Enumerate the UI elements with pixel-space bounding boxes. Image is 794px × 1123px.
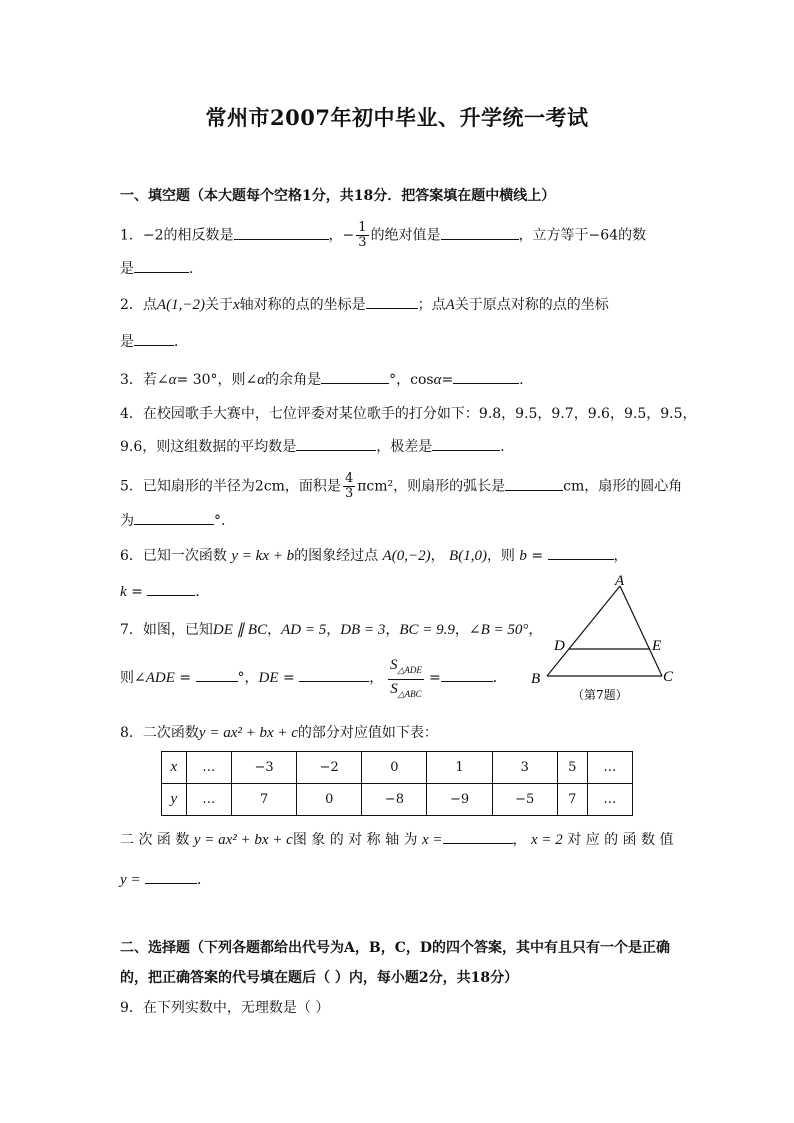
- table-cell: −5: [492, 784, 557, 816]
- question-4-line2: 9.6，则这组数据的平均数是 ，极差是 ．: [120, 436, 514, 457]
- answer-blank[interactable]: [145, 869, 197, 884]
- table-cell: y: [162, 784, 187, 816]
- figure-caption: （第7题）: [572, 688, 628, 702]
- table-cell: −9: [427, 784, 492, 816]
- table-cell: 5: [557, 752, 587, 784]
- question-1-line1: 1．−2的相反数是 ，− $\frac{1}{3}$ 的绝对值是 ，立方等于−64的数: [120, 220, 647, 250]
- question-2-line2: 是 ．: [120, 331, 188, 352]
- answer-blank[interactable]: [441, 667, 493, 682]
- question-8-line2: 二 次 函 数 y = ax² + bx + c图 象 的 对 称 轴 为 x = ， x = 2 对 应 的 函 数 值: [120, 829, 673, 850]
- answer-blank[interactable]: [234, 225, 329, 240]
- answer-blank[interactable]: [296, 436, 376, 451]
- page-title: 常州市2007年初中毕业、升学统一考试: [205, 105, 589, 130]
- answer-blank[interactable]: [443, 829, 513, 844]
- label-A: A: [615, 573, 625, 589]
- question-8-line3: y = ．: [120, 869, 211, 890]
- side-AB: [547, 586, 620, 676]
- value-table: [161, 751, 633, 816]
- question-2-line1: 2．点A(1,−2)关于x轴对称的点的坐标是 ；点A关于原点对称的点的坐标: [120, 294, 609, 315]
- answer-blank[interactable]: [548, 545, 614, 560]
- question-6-line1: 6．已知一次函数 y = kx + b的图象经过点 A(0,−2)， B(1,0)，则 b = ，: [120, 545, 628, 566]
- table-cell: 3: [492, 752, 557, 784]
- side-AC: [620, 586, 662, 676]
- question-8-line1: 8．二次函数y = ax² + bx + c的部分对应值如下表：: [120, 725, 438, 741]
- table-cell: …: [186, 752, 231, 784]
- fraction: $\frac{4}{3}$: [344, 471, 354, 501]
- section1-heading: 一、填空题（本大题每个空格1分，共18分．把答案填在题中横线上）: [120, 188, 556, 204]
- table-cell: 7: [232, 784, 297, 816]
- answer-blank[interactable]: [134, 510, 214, 525]
- answer-blank[interactable]: [299, 667, 369, 682]
- question-5-line1: 5．已知扇形的半径为2cm，面积是 $\frac{4}{3}$ πcm²，则扇形的弧长是 cm，扇形的圆心角: [120, 471, 683, 501]
- answer-blank[interactable]: [432, 436, 500, 451]
- answer-blank[interactable]: [321, 369, 389, 384]
- answer-blank[interactable]: [147, 581, 195, 596]
- question-7-line2: 则∠ADE = °，DE = ，: [120, 667, 383, 688]
- area-ratio-fraction: $\frac{S_{\triangle ADE}}{S_{\triangle ABC}}$: [390, 657, 422, 699]
- section2-heading-line1: 二、选择题（下列各题都给出代号为A，B，C，D的四个答案，其中有且只有一个是正确: [120, 940, 670, 956]
- table-cell: x: [162, 752, 187, 784]
- answer-blank[interactable]: [134, 258, 189, 273]
- label-D: D: [554, 638, 565, 654]
- question-1-line2: 是 ．: [120, 258, 203, 279]
- table-row-y: [162, 784, 633, 816]
- question-6-line2: k = ．: [120, 581, 209, 602]
- question-7-line1: 7．如图，已知DE ∥ BC，AD = 5，DB = 3，BC = 9.9，∠B = 50°，: [120, 622, 543, 638]
- table-row-x: [162, 752, 633, 784]
- answer-blank[interactable]: [134, 331, 174, 346]
- table-cell: −3: [232, 752, 297, 784]
- table-cell: 7: [557, 784, 587, 816]
- answer-blank[interactable]: [441, 225, 519, 240]
- table-cell: −2: [297, 752, 362, 784]
- table-cell: −8: [362, 784, 427, 816]
- label-E: E: [652, 638, 662, 654]
- answer-blank[interactable]: [453, 369, 519, 384]
- triangle-figure: [525, 570, 685, 710]
- answer-blank[interactable]: [196, 667, 238, 682]
- question-3: 3．若∠α= 30°，则∠α的余角是 °，cosα= ．: [120, 369, 533, 390]
- question-9: 9．在下列实数中，无理数是（ ）: [120, 1000, 330, 1016]
- question-7-ratio-answer: = ．: [429, 667, 507, 688]
- answer-blank[interactable]: [505, 476, 563, 491]
- table-cell: …: [587, 784, 632, 816]
- answer-blank[interactable]: [366, 294, 418, 309]
- fraction: $\frac{1}{3}$: [358, 220, 367, 250]
- table-cell: 1: [427, 752, 492, 784]
- label-B: B: [531, 671, 541, 687]
- question-4-line1: 4．在校园歌手大赛中，七位评委对某位歌手的打分如下：9.8，9.5，9.7，9.6，9.5，9.5，: [120, 406, 697, 422]
- table-cell: …: [186, 784, 231, 816]
- table-cell: 0: [297, 784, 362, 816]
- label-C: C: [663, 669, 674, 685]
- section2-heading-line2: 的，把正确答案的代号填在题后（ ）内，每小题2分，共18分）: [120, 970, 519, 986]
- table-cell: …: [587, 752, 632, 784]
- table-cell: 0: [362, 752, 427, 784]
- question-5-line2: 为 °．: [120, 510, 235, 531]
